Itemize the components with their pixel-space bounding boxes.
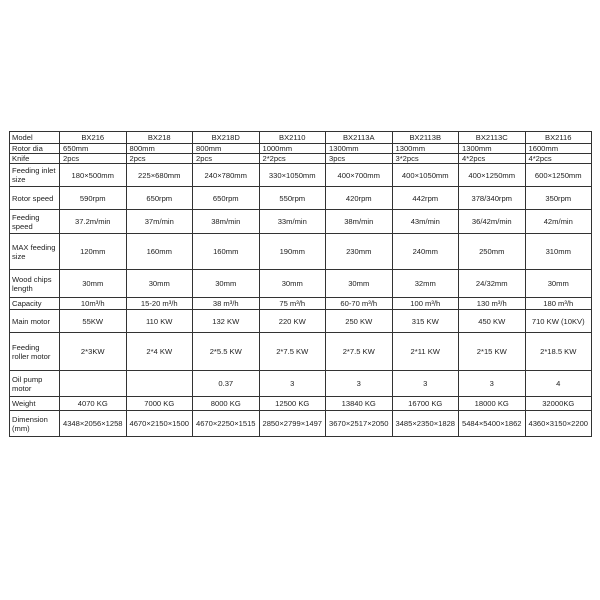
- row-label: Capacity: [10, 298, 60, 310]
- table-cell: 2*7.5 KW: [259, 333, 326, 371]
- table-cell: 310mm: [525, 234, 592, 270]
- header-cell-model: Model: [10, 132, 60, 144]
- table-cell: 2850×2799×1497: [259, 411, 326, 437]
- table-row: [10, 144, 592, 154]
- table-cell: 36/42m/min: [459, 210, 526, 234]
- table-cell: 450 KW: [459, 310, 526, 333]
- table-cell: 3: [459, 371, 526, 397]
- table-cell: 442rpm: [392, 187, 459, 210]
- table-cell: 3: [259, 371, 326, 397]
- table-cell: 240mm: [392, 234, 459, 270]
- table-cell: 43m/min: [392, 210, 459, 234]
- table-cell: 650rpm: [126, 187, 193, 210]
- header-cell-model-name: BX2113B: [392, 132, 459, 144]
- table-cell: 1000mm: [259, 144, 326, 154]
- table-cell: 420rpm: [326, 187, 393, 210]
- table-cell: 4*2pcs: [459, 154, 526, 164]
- table-cell: 42m/min: [525, 210, 592, 234]
- header-row: [10, 132, 592, 144]
- table-cell: 37m/min: [126, 210, 193, 234]
- table-cell: 15-20 m³/h: [126, 298, 193, 310]
- table-cell: 38m/min: [193, 210, 260, 234]
- table-cell: 4070 KG: [60, 397, 127, 411]
- table-cell: 4: [525, 371, 592, 397]
- table-cell: 18000 KG: [459, 397, 526, 411]
- table-cell: 7000 KG: [126, 397, 193, 411]
- table-row: [10, 164, 592, 187]
- table-cell: 230mm: [326, 234, 393, 270]
- table-cell: 3pcs: [326, 154, 393, 164]
- table-cell: 600×1250mm: [525, 164, 592, 187]
- row-label: Feeding inlet size: [10, 164, 60, 187]
- table-cell: 2*3KW: [60, 333, 127, 371]
- header-cell-model-name: BX218D: [193, 132, 260, 144]
- table-cell: 0.37: [193, 371, 260, 397]
- table-cell: 2pcs: [193, 154, 260, 164]
- table-cell: 225×680mm: [126, 164, 193, 187]
- table-row: [10, 411, 592, 437]
- header-cell-model-name: BX216: [60, 132, 127, 144]
- table-row: [10, 187, 592, 210]
- table-cell: 60-70 m³/h: [326, 298, 393, 310]
- table-cell: 800mm: [126, 144, 193, 154]
- table-cell: 400×700mm: [326, 164, 393, 187]
- header-cell-model-name: BX218: [126, 132, 193, 144]
- table-cell: 100 m³/h: [392, 298, 459, 310]
- specification-table: [9, 131, 592, 437]
- table-row: [10, 210, 592, 234]
- table-cell: 130 m³/h: [459, 298, 526, 310]
- table-cell: 24/32mm: [459, 270, 526, 298]
- table-cell: 4*2pcs: [525, 154, 592, 164]
- table-cell: 2*11 KW: [392, 333, 459, 371]
- row-label: Rotor speed: [10, 187, 60, 210]
- table-cell: 1300mm: [392, 144, 459, 154]
- table-cell: 650mm: [60, 144, 127, 154]
- table-cell: 32000KG: [525, 397, 592, 411]
- table-cell: 3670×2517×2050: [326, 411, 393, 437]
- row-label: Weight: [10, 397, 60, 411]
- table-cell: 400×1050mm: [392, 164, 459, 187]
- table-row: [10, 234, 592, 270]
- table-cell: [60, 371, 127, 397]
- row-label: Feeding roller motor: [10, 333, 60, 371]
- table-cell: 4348×2056×1258: [60, 411, 127, 437]
- row-label: Oil pump motor: [10, 371, 60, 397]
- table-cell: 2*7.5 KW: [326, 333, 393, 371]
- table-cell: 180 m³/h: [525, 298, 592, 310]
- table-cell: 38 m³/h: [193, 298, 260, 310]
- table-cell: 120mm: [60, 234, 127, 270]
- table-cell: 3: [392, 371, 459, 397]
- table-cell: 4670×2250×1515: [193, 411, 260, 437]
- table-cell: 800mm: [193, 144, 260, 154]
- table-cell: 4360×3150×2200: [525, 411, 592, 437]
- row-label: Main motor: [10, 310, 60, 333]
- table-cell: 13840 KG: [326, 397, 393, 411]
- row-label: Knife: [10, 154, 60, 164]
- table-cell: 2*2pcs: [259, 154, 326, 164]
- table-cell: 30mm: [259, 270, 326, 298]
- row-label: MAX feeding size: [10, 234, 60, 270]
- table-row: [10, 298, 592, 310]
- table-cell: 250mm: [459, 234, 526, 270]
- table-cell: 2*4 KW: [126, 333, 193, 371]
- table-cell: 12500 KG: [259, 397, 326, 411]
- table-cell: 160mm: [193, 234, 260, 270]
- header-cell-model-name: BX2113A: [326, 132, 393, 144]
- table-cell: 132 KW: [193, 310, 260, 333]
- table-cell: 330×1050mm: [259, 164, 326, 187]
- table-body: [10, 132, 592, 437]
- header-cell-model-name: BX2116: [525, 132, 592, 144]
- row-label: Rotor dia: [10, 144, 60, 154]
- table-cell: 55KW: [60, 310, 127, 333]
- table-cell: 160mm: [126, 234, 193, 270]
- table-cell: 378/340rpm: [459, 187, 526, 210]
- table-cell: 1300mm: [326, 144, 393, 154]
- table-cell: 2pcs: [126, 154, 193, 164]
- table-cell: 3*2pcs: [392, 154, 459, 164]
- table-cell: 590rpm: [60, 187, 127, 210]
- table-cell: 190mm: [259, 234, 326, 270]
- table-row: [10, 154, 592, 164]
- table-cell: 1300mm: [459, 144, 526, 154]
- table-cell: 30mm: [193, 270, 260, 298]
- table-cell: 30mm: [126, 270, 193, 298]
- table-cell: 32mm: [392, 270, 459, 298]
- table-cell: 240×780mm: [193, 164, 260, 187]
- header-cell-model-name: BX2110: [259, 132, 326, 144]
- table-cell: 16700 KG: [392, 397, 459, 411]
- table-cell: 2pcs: [60, 154, 127, 164]
- table-cell: 3485×2350×1828: [392, 411, 459, 437]
- table-cell: 1600mm: [525, 144, 592, 154]
- table-cell: 250 KW: [326, 310, 393, 333]
- table-cell: 180×500mm: [60, 164, 127, 187]
- table-row: [10, 371, 592, 397]
- table-cell: 5484×5400×1862: [459, 411, 526, 437]
- table-cell: 4670×2150×1500: [126, 411, 193, 437]
- table-cell: 30mm: [60, 270, 127, 298]
- table-cell: 2*5.5 KW: [193, 333, 260, 371]
- table-row: [10, 333, 592, 371]
- table-cell: 350rpm: [525, 187, 592, 210]
- table-cell: 30mm: [326, 270, 393, 298]
- table-row: [10, 270, 592, 298]
- table-row: [10, 310, 592, 333]
- row-label: Feeding speed: [10, 210, 60, 234]
- table-cell: 8000 KG: [193, 397, 260, 411]
- table-cell: 2*18.5 KW: [525, 333, 592, 371]
- table-row: [10, 397, 592, 411]
- table-cell: 3: [326, 371, 393, 397]
- table-cell: 10m³/h: [60, 298, 127, 310]
- table-cell: 2*15 KW: [459, 333, 526, 371]
- table-cell: 400×1250mm: [459, 164, 526, 187]
- table-cell: 650rpm: [193, 187, 260, 210]
- table-cell: 710 KW (10KV): [525, 310, 592, 333]
- table-cell: 110 KW: [126, 310, 193, 333]
- table-cell: [126, 371, 193, 397]
- table-cell: 550rpm: [259, 187, 326, 210]
- header-cell-model-name: BX2113C: [459, 132, 526, 144]
- table-cell: 220 KW: [259, 310, 326, 333]
- row-label: Wood chips length: [10, 270, 60, 298]
- table-cell: 30mm: [525, 270, 592, 298]
- table-cell: 38m/min: [326, 210, 393, 234]
- table-cell: 33m/min: [259, 210, 326, 234]
- table-cell: 75 m³/h: [259, 298, 326, 310]
- table-cell: 315 KW: [392, 310, 459, 333]
- table-cell: 37.2m/min: [60, 210, 127, 234]
- row-label: Dimension (mm): [10, 411, 60, 437]
